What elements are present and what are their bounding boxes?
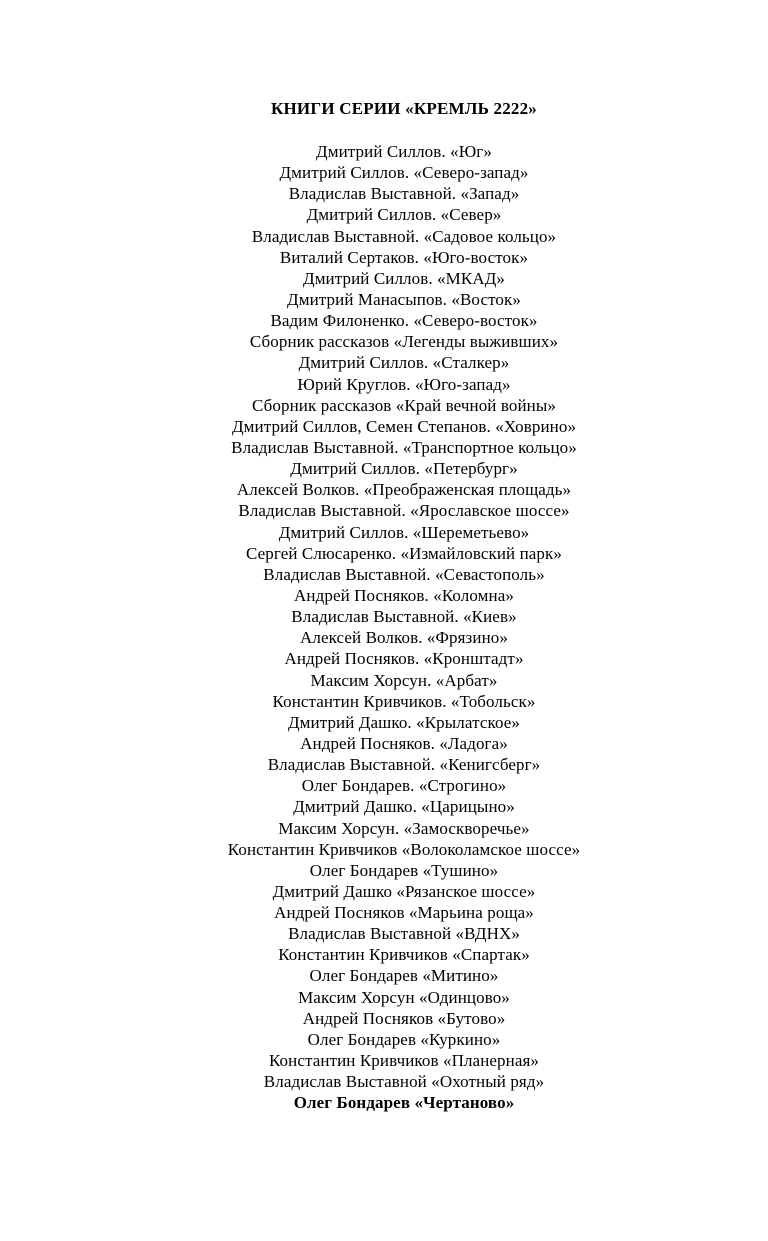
book-item: Максим Хорсун. «Замоскворечье» — [278, 818, 530, 838]
book-list — [0, 141, 768, 1113]
book-item: Дмитрий Дашко. «Крылатское» — [287, 712, 521, 732]
book-item: Олег Бондарев «Митино» — [309, 966, 499, 986]
book-item: Дмитрий Силлов. «Шереметьево» — [278, 522, 530, 542]
book-item: Владислав Выставной «ВДНХ» — [288, 924, 520, 944]
series-title: КНИГИ СЕРИИ «КРЕМЛЬ 2222» — [270, 99, 537, 118]
book-item: Алексей Волков. «Фрязино» — [300, 628, 508, 648]
book-item: Дмитрий Манасыпов. «Восток» — [287, 289, 521, 309]
book-item: Константин Кривчиков «Волоколамское шоссе» — [227, 839, 581, 859]
book-item: Дмитрий Силлов. «МКАД» — [303, 268, 505, 288]
book-item: Дмитрий Силлов. «Север» — [306, 205, 502, 225]
book-item: Дмитрий Дашко «Рязанское шоссе» — [272, 881, 536, 901]
book-item: Владислав Выставной. «Кенигсберг» — [267, 755, 541, 775]
book-item: Максим Хорсун «Одинцово» — [298, 987, 510, 1007]
book-item: Дмитрий Силлов. «Юг» — [316, 142, 492, 161]
book-item: Владислав Выставной. «Садовое кольцо» — [251, 226, 557, 246]
book-item: Владислав Выставной «Охотный ряд» — [263, 1072, 545, 1092]
book-item: Андрей Посняков. «Кронштадт» — [284, 649, 524, 669]
book-item: Владислав Выставной. «Запад» — [288, 184, 520, 204]
book-item: Андрей Посняков «Бутово» — [302, 1008, 506, 1028]
book-item: Алексей Волков. «Преображенская площадь» — [236, 480, 572, 500]
book-item: Дмитрий Силлов. «Петербург» — [290, 459, 518, 479]
book-item: Дмитрий Силлов, Семен Степанов. «Ховрино» — [231, 416, 577, 436]
book-item: Константин Кривчиков. «Тобольск» — [272, 691, 536, 711]
book-item: Константин Кривчиков «Спартак» — [278, 945, 530, 965]
book-item: Андрей Посняков. «Коломна» — [294, 585, 514, 605]
book-item: Олег Бондарев «Куркино» — [307, 1029, 501, 1049]
book-item: Вадим Филоненко. «Северо-восток» — [270, 311, 538, 331]
book-item-current: Олег Бондарев «Чертаново» — [293, 1093, 515, 1113]
book-item: Юрий Круглов. «Юго-запад» — [297, 374, 511, 394]
book-item: Максим Хорсун. «Арбат» — [310, 670, 498, 690]
book-item: Дмитрий Силлов. «Северо-запад» — [279, 163, 529, 183]
book-item: Владислав Выставной. «Транспортное кольцо» — [231, 437, 577, 457]
book-item: Сборник рассказов «Легенды выживших» — [249, 332, 559, 352]
book-item: Сергей Слюсаренко. «Измайловский парк» — [246, 543, 562, 563]
book-item: Андрей Посняков. «Ладога» — [300, 733, 508, 753]
book-item: Сборник рассказов «Край вечной войны» — [252, 395, 556, 415]
book-item: Константин Кривчиков «Планерная» — [268, 1051, 540, 1071]
book-item: Дмитрий Силлов. «Сталкер» — [298, 353, 510, 373]
book-item: Андрей Посняков «Марьина роща» — [274, 903, 534, 923]
book-item: Владислав Выставной. «Киев» — [291, 607, 517, 627]
book-item: Владислав Выставной. «Ярославское шоссе» — [238, 501, 570, 521]
book-item: Дмитрий Дашко. «Царицыно» — [293, 797, 515, 817]
book-item: Олег Бондарев «Тушино» — [309, 860, 499, 880]
book-item: Олег Бондарев. «Строгино» — [301, 776, 507, 796]
book-item: Виталий Сертаков. «Юго-восток» — [279, 247, 529, 267]
book-item: Владислав Выставной. «Севастополь» — [263, 564, 545, 584]
